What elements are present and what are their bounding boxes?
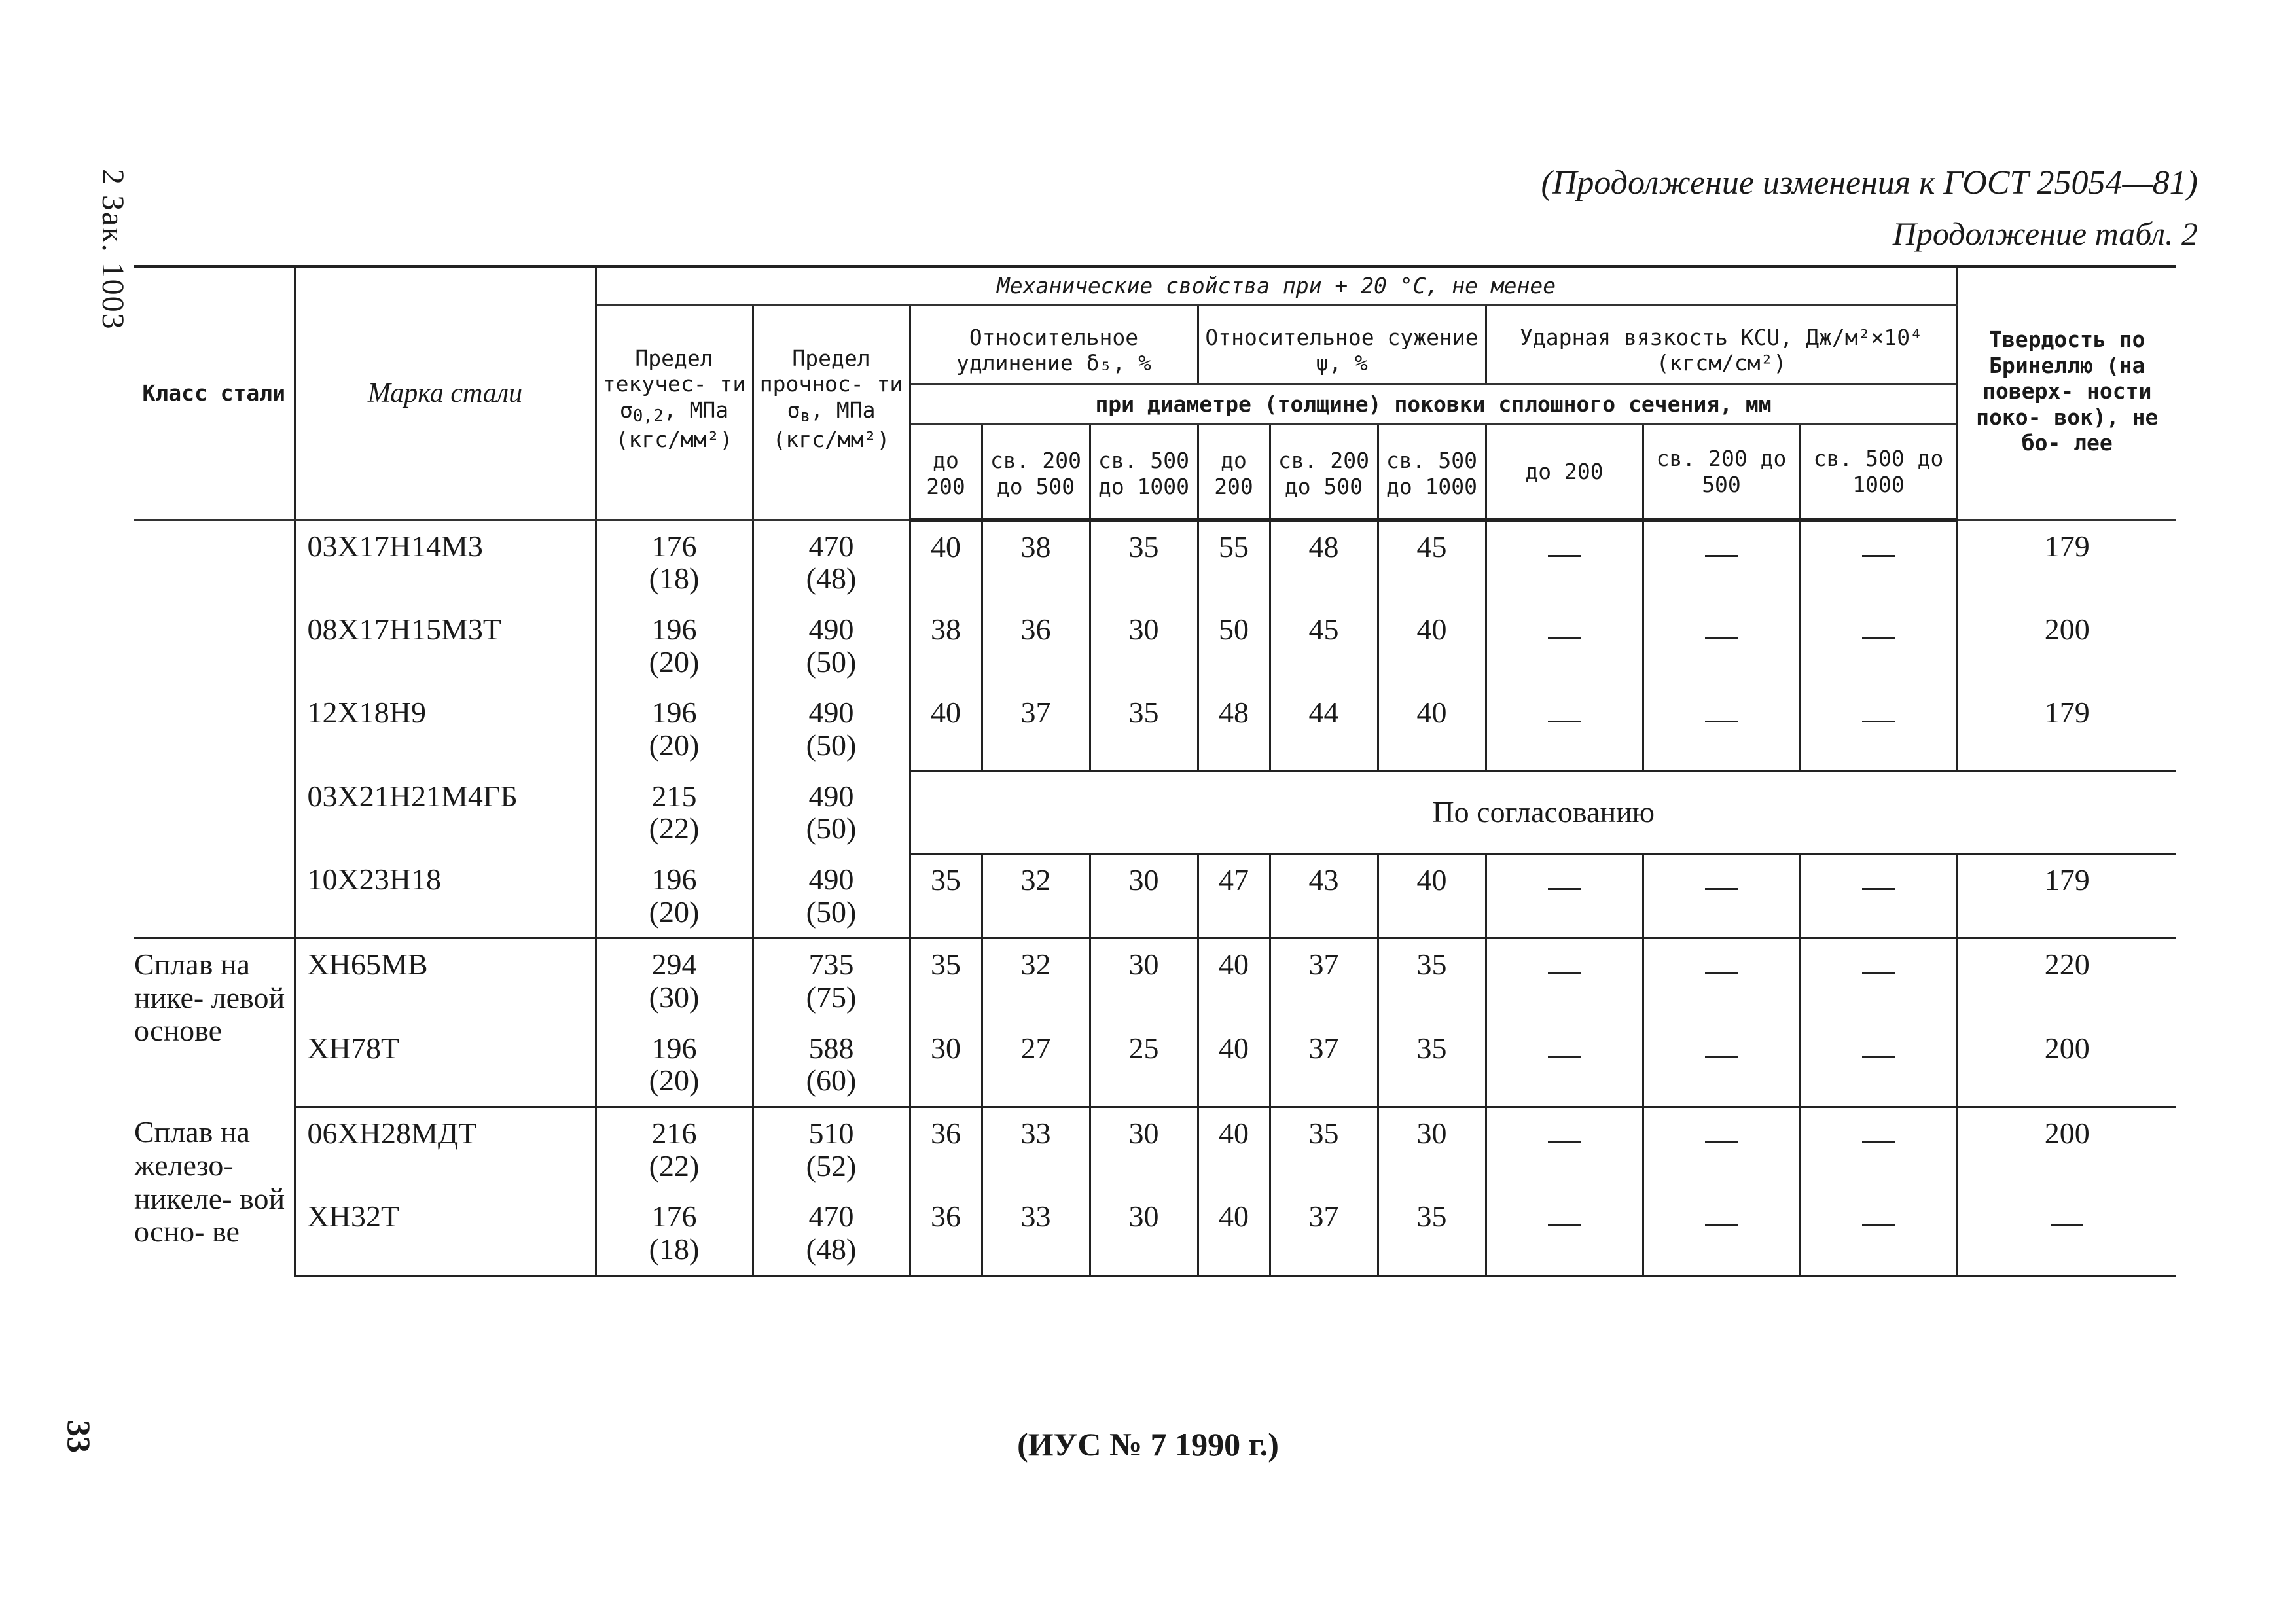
tensile-kgf: (48): [806, 562, 857, 596]
table-row: [134, 854, 2176, 938]
header-yield: [596, 305, 753, 520]
tensile-cell: [753, 771, 910, 854]
table-row: [134, 1107, 2176, 1191]
reduction-cell: 40: [1198, 1107, 1270, 1191]
tensile-cell: [753, 687, 910, 770]
reduction-cell: 35: [1270, 1107, 1378, 1191]
grade-cell: ХН78Т: [295, 1023, 596, 1107]
table-body: [134, 520, 2176, 1275]
elongation-cell: 32: [982, 938, 1090, 1023]
hardness-cell: 200: [1957, 604, 2176, 687]
tensile-mpa: 470: [808, 1200, 854, 1234]
tensile-cell: [753, 520, 910, 604]
dash-mark: [1548, 888, 1581, 890]
header-tensile-post: , МПа (кгс/мм²): [772, 397, 890, 452]
yield-kgf: (20): [649, 1063, 700, 1097]
reduction-cell: 37: [1270, 1023, 1378, 1107]
yield-cell: [596, 604, 753, 687]
dash-mark: [1862, 888, 1895, 890]
reduction-cell: 48: [1198, 687, 1270, 770]
tensile-kgf: (75): [806, 980, 857, 1014]
reduction-cell: 43: [1270, 854, 1378, 938]
impact-cell: [1800, 604, 1957, 687]
yield-mpa: 176: [651, 529, 697, 563]
reduction-cell: 35: [1378, 938, 1486, 1023]
dash-mark: [1862, 1141, 1895, 1143]
class-cell: Сплав на железо- никеле- вой осно- ве: [134, 1107, 295, 1275]
yield-cell: [596, 520, 753, 604]
dash-mark: [1862, 1224, 1895, 1226]
tensile-mpa: 490: [808, 612, 854, 646]
elongation-cell: 35: [1090, 520, 1198, 604]
impact-cell: [1643, 1107, 1800, 1191]
tensile-cell: [753, 1191, 910, 1275]
header-red-d3: св. 500 до 1000: [1378, 425, 1486, 520]
grade-cell: 03Х17Н14М3: [295, 520, 596, 604]
reduction-cell: 37: [1270, 938, 1378, 1023]
yield-kgf: (22): [649, 1149, 700, 1183]
yield-cell: [596, 771, 753, 854]
continuation-title: (Продолжение изменения к ГОСТ 25054—81): [1541, 164, 2198, 202]
header-tensile-pre: Предел прочнос- ти σ: [759, 345, 903, 423]
table-row: [134, 604, 2176, 687]
elongation-cell: 33: [982, 1191, 1090, 1275]
elongation-cell: 37: [982, 687, 1090, 770]
yield-mpa: 196: [651, 612, 697, 646]
tensile-mpa: 490: [808, 696, 854, 730]
header-mech-props: Механические свойства при + 20 °С, не менее: [596, 266, 1957, 305]
impact-cell: [1486, 1107, 1643, 1191]
elongation-cell: 36: [910, 1191, 982, 1275]
yield-cell: [596, 1107, 753, 1191]
table-row: [134, 687, 2176, 770]
yield-mpa: 294: [651, 948, 697, 982]
reduction-cell: 30: [1378, 1107, 1486, 1191]
elongation-cell: 35: [910, 938, 982, 1023]
elongation-cell: 30: [910, 1023, 982, 1107]
hardness-cell: [1957, 1191, 2176, 1275]
dash-mark: [1705, 721, 1738, 722]
reduction-cell: 48: [1270, 520, 1378, 604]
header-class: Класс стали: [134, 266, 295, 520]
tensile-kgf: (52): [806, 1149, 857, 1183]
table-row: [134, 1191, 2176, 1275]
yield-kgf: (20): [649, 728, 700, 762]
header-reduction: Относительное сужение ψ, %: [1198, 305, 1486, 383]
dash-mark: [1705, 888, 1738, 890]
impact-cell: [1643, 1191, 1800, 1275]
header-red-d1: до 200: [1198, 425, 1270, 520]
impact-cell: [1800, 520, 1957, 604]
header-red-d2: св. 200 до 500: [1270, 425, 1378, 520]
header-impact: Ударная вязкость KCU, Дж/м²×10⁴ (кгсм/см²): [1486, 305, 1957, 383]
tensile-mpa: 490: [808, 779, 854, 813]
elongation-cell: 38: [982, 520, 1090, 604]
elongation-cell: 40: [910, 687, 982, 770]
tensile-mpa: 588: [808, 1031, 854, 1065]
dash-mark: [1862, 721, 1895, 722]
elongation-cell: 38: [910, 604, 982, 687]
reduction-cell: 40: [1198, 1191, 1270, 1275]
tensile-mpa: 510: [808, 1116, 854, 1150]
impact-cell: [1643, 520, 1800, 604]
tensile-kgf: (50): [806, 645, 857, 679]
dash-mark: [1862, 555, 1895, 557]
header-tensile-sub: в: [800, 406, 811, 426]
reduction-cell: 47: [1198, 854, 1270, 938]
reduction-cell: 45: [1378, 520, 1486, 604]
yield-cell: [596, 1023, 753, 1107]
header-yield-sub: 0,2: [632, 406, 664, 426]
tensile-mpa: 735: [808, 948, 854, 982]
hardness-cell: 200: [1957, 1107, 2176, 1191]
reduction-cell: 40: [1378, 604, 1486, 687]
dash-mark: [1548, 555, 1581, 557]
table-header: [134, 266, 2176, 520]
elongation-cell: 30: [1090, 1107, 1198, 1191]
impact-cell: [1800, 1107, 1957, 1191]
dash-mark: [1705, 1056, 1738, 1058]
yield-cell: [596, 1191, 753, 1275]
impact-cell: [1643, 687, 1800, 770]
page-number: 33: [61, 1420, 98, 1453]
dash-mark: [1548, 1056, 1581, 1058]
impact-cell: [1486, 687, 1643, 770]
tensile-cell: [753, 854, 910, 938]
yield-kgf: (30): [649, 980, 700, 1014]
impact-cell: [1800, 687, 1957, 770]
header-yield-pre: Предел текучес- ти σ: [602, 345, 746, 423]
header-elongation: Относительное удлинение δ₅, %: [910, 305, 1198, 383]
impact-cell: [1800, 1191, 1957, 1275]
reduction-cell: 40: [1378, 854, 1486, 938]
dash-mark: [1548, 1141, 1581, 1143]
impact-cell: [1486, 1191, 1643, 1275]
reduction-cell: 44: [1270, 687, 1378, 770]
elongation-cell: 30: [1090, 1191, 1198, 1275]
elongation-cell: 40: [910, 520, 982, 604]
hardness-cell: 200: [1957, 1023, 2176, 1107]
yield-mpa: 215: [651, 779, 697, 813]
impact-cell: [1643, 1023, 1800, 1107]
tensile-mpa: 490: [808, 862, 854, 896]
dash-mark: [1548, 972, 1581, 974]
tensile-cell: [753, 1107, 910, 1191]
impact-cell: [1643, 604, 1800, 687]
tensile-mpa: 470: [808, 529, 854, 563]
dash-mark: [1548, 721, 1581, 722]
reduction-cell: 35: [1378, 1023, 1486, 1107]
elongation-cell: 32: [982, 854, 1090, 938]
table-row: [134, 771, 2176, 854]
dash-mark: [1862, 1056, 1895, 1058]
grade-cell: ХН65МВ: [295, 938, 596, 1023]
header-el-d2: св. 200 до 500: [982, 425, 1090, 520]
impact-cell: [1486, 854, 1643, 938]
elongation-cell: 25: [1090, 1023, 1198, 1107]
tensile-cell: [753, 1023, 910, 1107]
reduction-cell: 40: [1378, 687, 1486, 770]
dash-mark: [1862, 637, 1895, 639]
yield-kgf: (18): [649, 562, 700, 596]
grade-cell: 12Х18Н9: [295, 687, 596, 770]
header-hardness: Твердость по Бринеллю (на поверх- ности поко- вок), не бо- лее: [1957, 266, 2176, 520]
elongation-cell: 30: [1090, 604, 1198, 687]
dash-mark: [1548, 637, 1581, 639]
tensile-cell: [753, 604, 910, 687]
yield-kgf: (20): [649, 895, 700, 929]
dash-mark: [1705, 972, 1738, 974]
elongation-cell: 33: [982, 1107, 1090, 1191]
grade-cell: 08Х17Н15М3Т: [295, 604, 596, 687]
dash-mark: [1862, 972, 1895, 974]
header-el-d1: до 200: [910, 425, 982, 520]
dash-mark: [1705, 1141, 1738, 1143]
dash-mark: [1705, 1224, 1738, 1226]
elongation-cell: 27: [982, 1023, 1090, 1107]
agreement-cell: По согласованию: [910, 771, 2176, 854]
table-continuation-label: Продолжение табл. 2: [1892, 215, 2198, 252]
table-row: [134, 938, 2176, 1023]
footer-source: (ИУС № 7 1990 г.): [1017, 1426, 1279, 1463]
hardness-cell: 179: [1957, 687, 2176, 770]
header-grade: Марка стали: [295, 266, 596, 520]
yield-cell: [596, 854, 753, 938]
tensile-cell: [753, 938, 910, 1023]
tensile-kgf: (50): [806, 812, 857, 846]
yield-mpa: 196: [651, 1031, 697, 1065]
impact-cell: [1800, 854, 1957, 938]
impact-cell: [1643, 938, 1800, 1023]
reduction-cell: 40: [1198, 1023, 1270, 1107]
impact-cell: [1643, 854, 1800, 938]
reduction-cell: 40: [1198, 938, 1270, 1023]
reduction-cell: 55: [1198, 520, 1270, 604]
tensile-kgf: (50): [806, 895, 857, 929]
grade-cell: 10Х23Н18: [295, 854, 596, 938]
reduction-cell: 37: [1270, 1191, 1378, 1275]
elongation-cell: 35: [910, 854, 982, 938]
elongation-cell: 36: [982, 604, 1090, 687]
header-el-d3: св. 500 до 1000: [1090, 425, 1198, 520]
impact-cell: [1486, 1023, 1643, 1107]
properties-table-wrapper: [134, 265, 2176, 1277]
header-yield-post: , МПа (кгс/мм²): [615, 397, 733, 452]
impact-cell: [1486, 604, 1643, 687]
properties-table: [134, 265, 2176, 1277]
yield-kgf: (22): [649, 812, 700, 846]
grade-cell: 06ХН28МДТ: [295, 1107, 596, 1191]
header-impact-d2: св. 200 до 500: [1643, 425, 1800, 520]
hardness-cell: 220: [1957, 938, 2176, 1023]
order-note: 2 Зак. 1003: [96, 169, 130, 330]
yield-mpa: 196: [651, 696, 697, 730]
elongation-cell: 35: [1090, 687, 1198, 770]
header-impact-d1: до 200: [1486, 425, 1643, 520]
hardness-cell: 179: [1957, 854, 2176, 938]
yield-kgf: (18): [649, 1232, 700, 1266]
elongation-cell: 30: [1090, 938, 1198, 1023]
table-row: [134, 520, 2176, 604]
dash-mark: [2051, 1224, 2083, 1226]
reduction-cell: 35: [1378, 1191, 1486, 1275]
yield-cell: [596, 687, 753, 770]
grade-cell: 03Х21Н21М4ГБ: [295, 771, 596, 854]
table-row: [134, 1023, 2176, 1107]
yield-mpa: 216: [651, 1116, 697, 1150]
header-impact-d3: св. 500 до 1000: [1800, 425, 1957, 520]
yield-cell: [596, 938, 753, 1023]
hardness-cell: 179: [1957, 520, 2176, 604]
grade-cell: ХН32Т: [295, 1191, 596, 1275]
yield-mpa: 196: [651, 862, 697, 896]
reduction-cell: 50: [1198, 604, 1270, 687]
dash-mark: [1705, 555, 1738, 557]
tensile-kgf: (50): [806, 728, 857, 762]
elongation-cell: 30: [1090, 854, 1198, 938]
impact-cell: [1800, 938, 1957, 1023]
impact-cell: [1486, 520, 1643, 604]
impact-cell: [1800, 1023, 1957, 1107]
yield-kgf: (20): [649, 645, 700, 679]
dash-mark: [1548, 1224, 1581, 1226]
tensile-kgf: (60): [806, 1063, 857, 1097]
yield-mpa: 176: [651, 1200, 697, 1234]
class-cell: Сплав на нике- левой основе: [134, 938, 295, 1107]
dash-mark: [1705, 637, 1738, 639]
reduction-cell: 45: [1270, 604, 1378, 687]
header-tensile: [753, 305, 910, 520]
class-cell: [134, 520, 295, 938]
header-diameter: при диаметре (толщине) поковки сплошного сечения, мм: [910, 383, 1957, 425]
elongation-cell: 36: [910, 1107, 982, 1191]
impact-cell: [1486, 938, 1643, 1023]
tensile-kgf: (48): [806, 1232, 857, 1266]
